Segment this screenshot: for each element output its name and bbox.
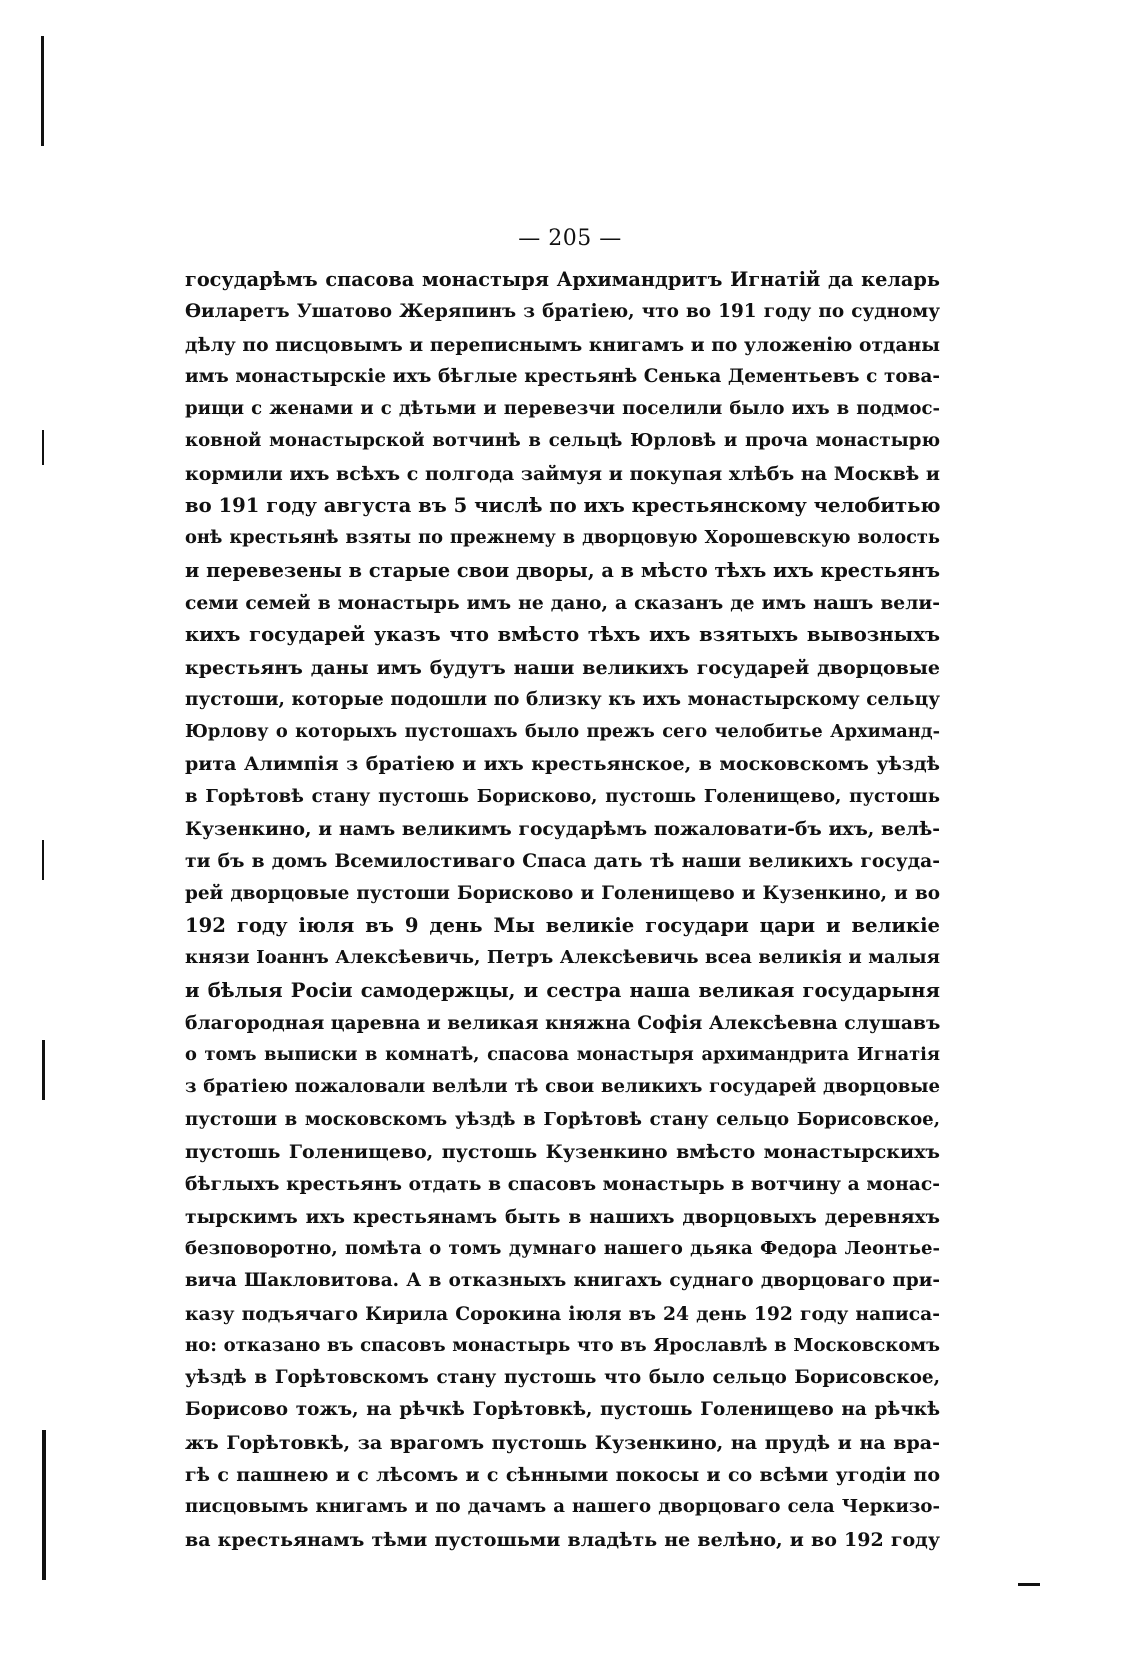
text-line: 192 году іюля въ 9 день Мы великіе государи цари и великіе	[185, 913, 940, 937]
text-line: ти бъ в домъ Всемилостиваго Спаса дать тѣ наши великихъ госуда-	[185, 850, 940, 873]
scan-edge-mark	[1018, 1583, 1040, 1586]
text-line: жъ Горѣтовкѣ, за врагомъ пустошь Кузенкино, на прудѣ и на вра-	[185, 1431, 940, 1454]
text-line: государѣмъ спасова монастыря Архимандритъ Игнатій да келарь	[185, 268, 940, 291]
text-line: рищи с женами и с дѣтьми и перевезчи поселили было ихъ в подмос-	[185, 398, 940, 420]
text-line: бѣглыхъ крестьянъ отдать в спасовъ монастырь в вотчину а монас-	[185, 1173, 940, 1196]
text-line: пустошь Голенищево, пустошь Кузенкино вмѣсто монастырскихъ	[185, 1141, 940, 1164]
text-line: ковной монастырской вотчинѣ в сельцѣ Юрловѣ и проча монастырю	[185, 430, 940, 452]
text-line: вича Шакловитова. А в отказныхъ книгахъ суднаго дворцоваго при-	[185, 1270, 940, 1292]
text-line: гѣ с пашнею и с лѣсомъ и с сѣнными покосы и со всѣми угодіи по	[185, 1463, 940, 1486]
text-line: и перевезены в старые свои дворы, а в мѣсто тѣхъ ихъ крестьянъ	[185, 558, 940, 582]
scan-edge-mark	[42, 1430, 46, 1580]
text-line: Ѳиларетъ Ушатово Жеряпинъ з братіею, что во 191 году по судному	[185, 301, 940, 323]
text-line: о томъ выписки в комнатѣ, спасова монастыря архимандрита Игнатія	[185, 1044, 940, 1066]
text-line: писцовымъ книгамъ и по дачамъ а нашего дворцоваго села Черкизо-	[185, 1496, 940, 1518]
scan-edge-mark	[42, 840, 44, 880]
text-line: Юрлову о которыхъ пустошахъ было прежъ сего челобитье Архиманд-	[185, 721, 940, 743]
text-line: казу подъячаго Кирила Сорокина іюля въ 24 день 192 году написа-	[185, 1302, 940, 1325]
text-line: безповоротно, помѣта о томъ думнаго нашего дьяка Федора Леонтье-	[185, 1237, 940, 1259]
text-line: семи семей в монастырь имъ не дано, а сказанъ де имъ нашъ вели-	[185, 591, 940, 614]
text-line: но: отказано въ спасовъ монастырь что въ Ярославлѣ в Московскомъ	[185, 1334, 940, 1356]
body-text	[185, 264, 940, 1556]
text-line: з братіею пожаловали велѣли тѣ свои великихъ государей дворцовые	[185, 1076, 940, 1098]
scan-edge-mark	[42, 1040, 45, 1100]
text-line: Кузенкино, и намъ великимъ государѣмъ пожаловати-бъ ихъ, велѣ-	[185, 818, 940, 841]
text-line: кихъ государей указъ что вмѣсто тѣхъ ихъ взятыхъ вывозныхъ	[185, 623, 940, 647]
text-line: дѣлу по писцовымъ и переписнымъ книгамъ и по уложенію отданы	[185, 333, 940, 356]
text-line: князи Іоаннъ Алексѣевичь, Петръ Алексѣевичь всеа великія и малыя	[185, 947, 940, 969]
text-line: крестьянъ даны имъ будутъ наши великихъ государей дворцовые	[185, 656, 940, 679]
text-line: благородная царевна и великая княжна Софія Алексѣевна слушавъ	[185, 1011, 940, 1034]
text-line: во 191 году августа въ 5 числѣ по ихъ крестьянскому челобитью	[185, 494, 940, 518]
text-line: имъ монастырскіе ихъ бѣглые крестьянѣ Сенька Дементьевъ с това-	[185, 365, 940, 387]
scan-edge-mark	[42, 430, 44, 465]
text-line: тырскимъ ихъ крестьянамъ быть в нашихъ дворцовыхъ деревняхъ	[185, 1205, 940, 1228]
text-line: ва крестьянамъ тѣми пустошьми владѣть не велѣно, и во 192 году	[185, 1528, 940, 1551]
page-number: — 205 —	[518, 226, 622, 251]
text-line: Борисово тожъ, на рѣчкѣ Горѣтовкѣ, пустошь Голенищево на рѣчкѣ	[185, 1399, 940, 1421]
text-line: онѣ крестьянѣ взяты по прежнему в дворцовую Хорошевскую волость	[185, 527, 940, 549]
text-line: кормили ихъ всѣхъ с полгода займуя и покупая хлѣбъ на Москвѣ и	[185, 462, 940, 485]
text-line: уѣздѣ в Горѣтовскомъ стану пустошь что было сельцо Борисовское,	[185, 1367, 940, 1389]
text-line: рита Алимпія з братіею и ихъ крестьянское, в московскомъ уѣздѣ	[185, 753, 940, 776]
text-line: пустоши в московскомъ уѣздѣ в Горѣтовѣ стану сельцо Борисовское,	[185, 1108, 940, 1130]
text-line: пустоши, которые подошли по близку къ ихъ монастырскому сельцу	[185, 688, 940, 710]
text-line: в Горѣтовѣ стану пустошь Борисково, пустошь Голенищево, пустошь	[185, 785, 940, 807]
text-line: и бѣлыя Росіи самодержцы, и сестра наша великая государыня	[185, 978, 940, 1002]
text-line: рей дворцовые пустоши Борисково и Голенищево и Кузенкино, и во	[185, 882, 940, 904]
scan-edge-mark	[41, 36, 44, 146]
